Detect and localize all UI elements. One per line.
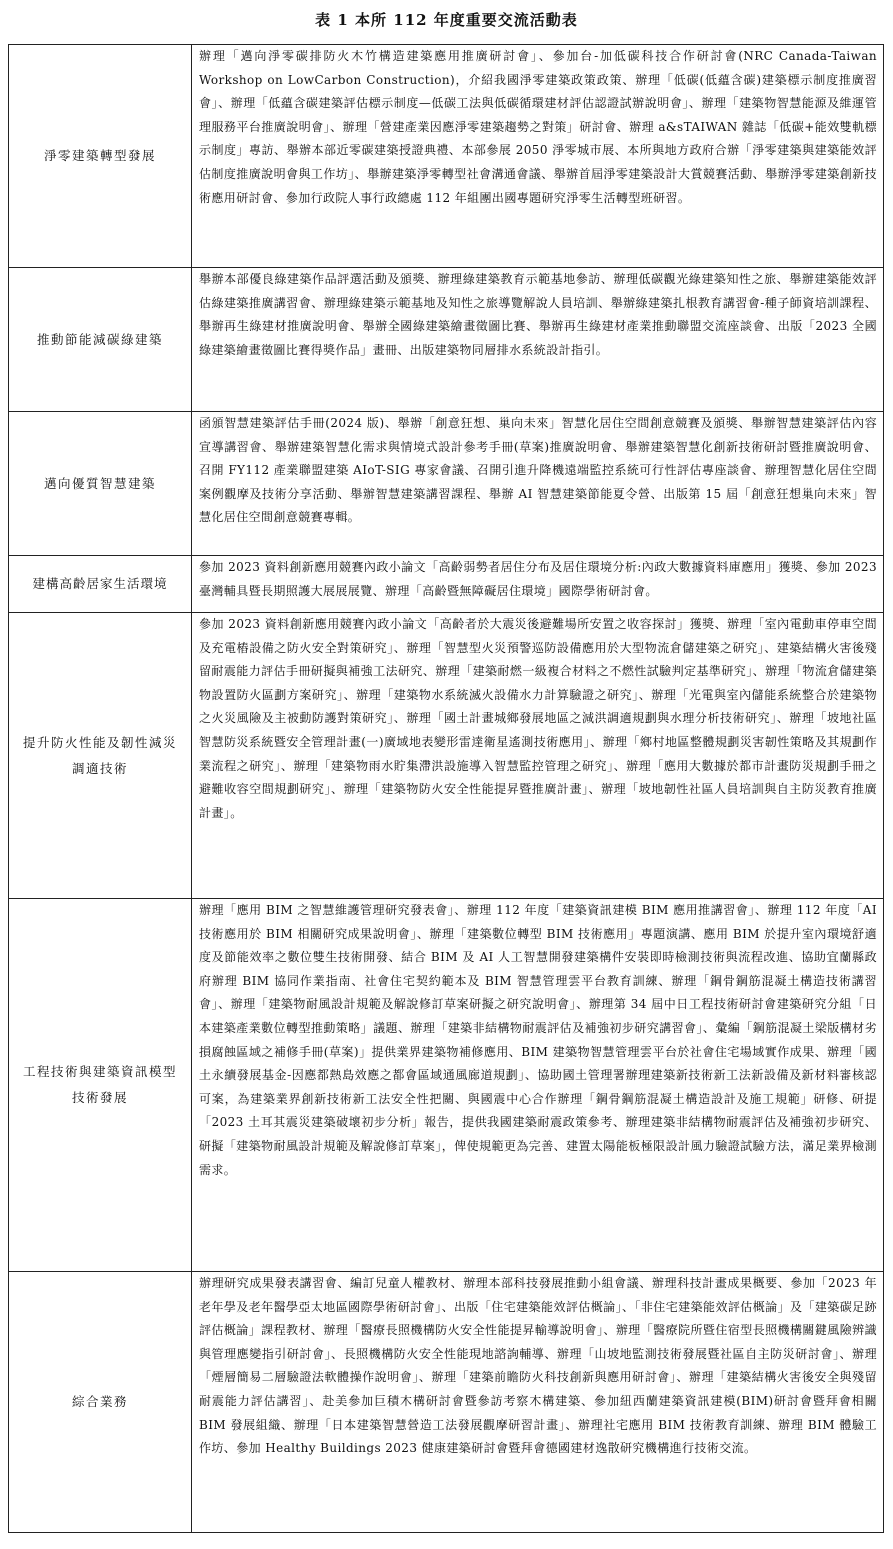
table-row xyxy=(9,1272,884,1533)
category-cell: 提升防火性能及韌性減災調適技術 xyxy=(9,613,192,899)
table-title: 表 1 本所 112 年度重要交流活動表 xyxy=(315,11,578,29)
description-cell: 辦理研究成果發表講習會、編訂兒童人權教材、辦理本部科技發展推動小組會議、辦理科技計畫成果概要、參加「2023 年老年學及老年醫學亞太地區國際學術研討會」、出版「住宅建築能效評估概論」、「非住宅建築能效評估概論」及「建築碳足跡評估概論」課程教材、辦理「醫療長照機構防火安全性能提昇輸導說明會」、辦理「醫療院所暨住宿型長照機構關鍵風險辨識與管理應變指引研討會」、長照機構防火安全性能現地諮詢輔導、辦理「山坡地監測技術發展暨社區自主防災研討會」、辦理「煙層簡易二層驗證法軟體操作說明會」、辦理「建築前瞻防火科技創新與應用研討會」、辦理「建築結構火害後安全與殘留耐震能力評估講習」、赴美參加巨積木構研討會暨參訪考察木構建築、參加紐西蘭建築資訊建模(BIM)研討會暨拜會相關 BIM 發展組織、辦理「日本建築智慧營造工法發展觀摩研習計畫」、辦理社宅應用 BIM 技術教育訓練、辦理 BIM 體驗工作坊、參加 Healthy Buildings 2023 健康建築研討會暨拜會德國建材逸散研究機構進行技術交流。 xyxy=(192,1272,884,1533)
description-cell: 參加 2023 資料創新應用競賽內政小論文「高齡者於大震災後避難場所安置之收容探討」獲獎、辦理「室內電動車停車空間及充電樁設備之防火安全對策研究」、辦理「智慧型火災預警巡防設備應用於大型物流倉儲建築之研究」、建築結構火害後殘留耐震能力評估手冊研擬與補強工法研究、辦理「建築耐燃一級複合材料之不燃性試驗判定基準研究」、辦理「物流倉儲建築物設置防火區劃方案研究」、辦理「建築物水系統滅火設備水力計算驗證之研究」、辦理「光電與室內儲能系統整合於建築物之火災風險及主被動防護對策研究」、辦理「國土計畫城鄉發展地區之減洪調適規劃與水理分析技術研究」、辦理「坡地社區智慧防災系統暨安全管理計畫(一)廣域地表變形雷達衛星遙測技術應用」、辦理「鄉村地區整體規劃災害韌性策略及其規劃作業流程之研究」、辦理「建築物雨水貯集滯洪設施導入智慧監控管理之研究」、辦理「應用大數據於都市計畫防災規劃手冊之避難收容空間規劃研究」、辦理「建築物防火安全性能提昇暨推廣計畫」、辦理「坡地韌性社區人員培訓與自主防災教育推廣計畫」。 xyxy=(192,613,884,899)
table-row xyxy=(9,613,884,899)
description-cell: 舉辦本部優良綠建築作品評選活動及頒獎、辦理綠建築教育示範基地參訪、辦理低碳觀光綠建築知性之旅、舉辦建築能效評估綠建築推廣講習會、辦理綠建築示範基地及知性之旅導覽解說人員培訓、舉辦綠建築扎根教育講習會-種子師資培訓課程、舉辦再生綠建材推廣說明會、舉辦全國綠建築繪畫徵圖比賽、舉辦再生綠建材產業推動聯盟交流座談會、出版「2023 全國綠建築繪畫徵圖比賽得獎作品」畫冊、出版建築物同層排水系統設計指引。 xyxy=(192,268,884,412)
table-row xyxy=(9,899,884,1272)
table-row xyxy=(9,556,884,613)
category-cell: 工程技術與建築資訊模型技術發展 xyxy=(9,899,192,1272)
category-cell: 推動節能減碳綠建築 xyxy=(9,268,192,412)
category-cell: 綜合業務 xyxy=(9,1272,192,1533)
table-row xyxy=(9,45,884,268)
description-cell: 辦理「邁向淨零碳排防火木竹構造建築應用推廣研討會」、參加台-加低碳科技合作研討會(NRC Canada-Taiwan Workshop on LowCarbon Construction)，介紹我國淨零建築政策政策、辦理「低碳(低蘊含碳)建築標示制度推廣習會」、辦理「低蘊含碳建築評估標示制度—低碳工法與低碳循環建材評估認證試辦說明會」、辦理「建築物智慧能源及維運管理服務平台推廣說明會」、辦理「營建產業因應淨零建築趨勢之對策」研討會、辦理 a&sTAIWAN 雜誌「低碳+能效雙軌標示制度」專訪、舉辦本部近零碳建築授證典禮、本部參展 2050 淨零城市展、本所與地方政府合辦「淨零建築與建築能效評估制度推廣說明會與工作坊」、舉辦建築淨零轉型社會溝通會議、舉辦首屆淨零建築設計大賞競賽活動、舉辦淨零建築創新技術應用研討會、參加行政院人事行政總處 112 年組團出國專題研究淨零生活轉型班研習。 xyxy=(192,45,884,268)
description-cell: 辦理「應用 BIM 之智慧維護管理研究發表會」、辦理 112 年度「建築資訊建模 BIM 應用推講習會」、辦理 112 年度「AI 技術應用於 BIM 相關研究成果說明會」、辦理「建築數位轉型 BIM 技術應用」專題演講、應用 BIM 於提升室內環境舒適度及節能效率之數位雙生技術開發、結合 BIM 及 AI 人工智慧開發建築構件安裝即時檢測技術與流程改進、協助宜蘭縣政府辦理 BIM 協同作業指南、社會住宅契約範本及 BIM 智慧管理雲平台教育訓練、辦理「鋼骨鋼筋混凝土構造技術講習會」、辦理「建築物耐風設計規範及解說修訂草案研擬之研究說明會」、辦理第 34 屆中日工程技術研討會建築研究分組「日本建築產業數位轉型推動策略」議題、辦理「建築非結構物耐震評估及補強初步研究講習會」、彙編「鋼筋混凝土梁版構材劣損腐蝕區域之補修手冊(草案)」提供業界建築物補修應用、BIM 建築物智慧管理雲平台於社會住宅場域實作成果、辦理「國土永續發展基金-因應都熱島效應之都會區域通風廊道規劃」、協助國土管理署辦理建築新技術新工法新設備及新材料審核認可案，為建築業界創新技術新工法安全性把關、與國震中心合作辦理「鋼骨鋼筋混凝土構造設計及施工規範」研修、研提「2023 土耳其震災建築破壞初步分析」報告，提供我國建築耐震政策參考、辦理建築非結構物耐震評估及補強初步研究、研擬「建築物耐風設計規範及解說修訂草案」，俾使規範更為完善、建置太陽能板極限設計風力驗證試驗方法，滿足業界檢測需求。 xyxy=(192,899,884,1272)
category-cell: 淨零建築轉型發展 xyxy=(9,45,192,268)
table-row xyxy=(9,412,884,556)
category-cell: 邁向優質智慧建築 xyxy=(9,412,192,556)
activities-table xyxy=(8,44,884,1533)
description-cell: 參加 2023 資料創新應用競賽內政小論文「高齡弱勢者居住分布及居住環境分析:內政大數據資料庫應用」獲獎、參加 2023 臺灣輔具暨長期照護大展展展覽、辦理「高齡暨無障礙居住環境」國際學術研討會。 xyxy=(192,556,884,613)
description-cell: 函頒智慧建築評估手冊(2024 版)、舉辦「創意狂想、巢向未來」智慧化居住空間創意競賽及頒獎、舉辦智慧建築評估內容宣導講習會、舉辦建築智慧化需求與情境式設計參考手冊(草案)推廣說明會、舉辦建築智慧化創新技術研討暨推廣說明會、召開 FY112 產業聯盟建築 AIoT-SIG 專家會議、召開引進升降機遠端監控系統可行性評估專座談會、辦理智慧化居住空間案例觀摩及技術分享活動、舉辦智慧建築講習課程、舉辦 AI 智慧建築節能夏令營、出版第 15 屆「創意狂想巢向未來」智慧化居住空間創意競賽專輯。 xyxy=(192,412,884,556)
category-cell: 建構高齡居家生活環境 xyxy=(9,556,192,613)
table-row xyxy=(9,268,884,412)
